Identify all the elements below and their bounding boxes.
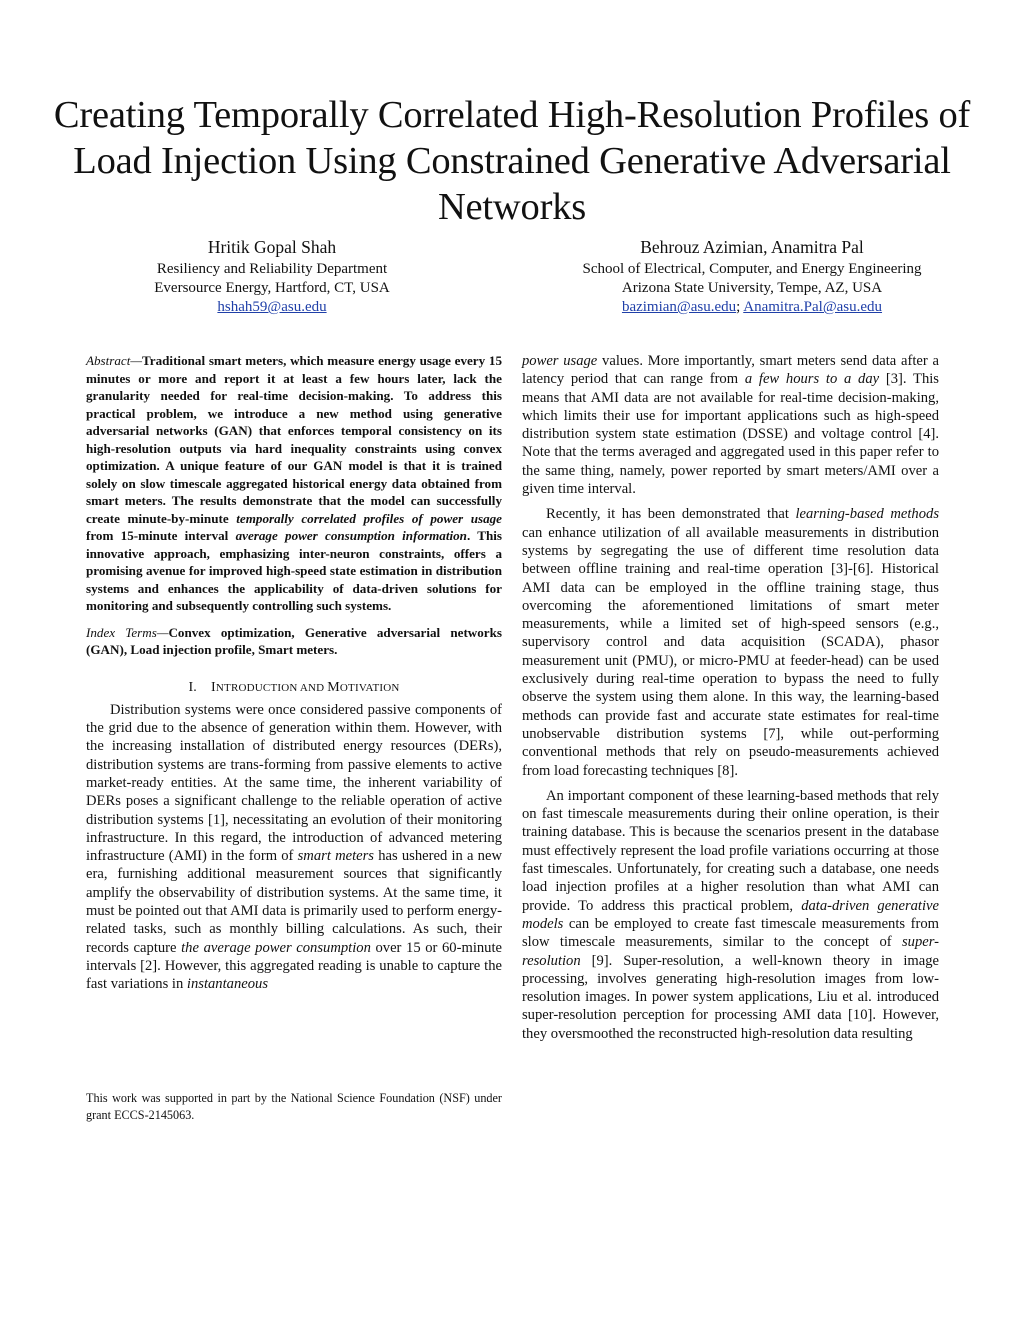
abstract-label: Abstract — [86, 353, 131, 368]
body-paragraph: An important component of these learning-based methods that rely on fast timescale measurements during their online operation, is their training database. This is because the scenarios present in the database must effectively represent the load profile variations occurring at those fast timescales. Unfortunately, for creating such a database, one needs load injection profiles at a higher resolution than what AMI can provide. To address this practical problem, data-driven generative models can be employed to create fast timescale measurements from slow timescale measurements, similar to the concept of super-resolution [9]. Super-resolution, a well-known theory in image processing, involves generating high-resolution images from low-resolution images. In power system applications, Liu et al. introduced super-resolution perception for processing AMI data [10]. However, they oversmoothed the reconstructed high-resolution data resulting — [522, 787, 939, 1042]
abstract: Abstract—Traditional smart meters, which measure energy usage every 15 minutes or more and report it at least a few hours later, lack the granularity needed for real-time decision-making. To address this practical problem, we introduce a new method using generative adversarial networks (GAN) that enforces temporal consistency on its high-resolution outputs via hard inequality constraints using convex optimization. A unique feature of our GAN model is that it is trained solely on slow timescale aggregated historical energy data obtained from smart meters. The results demonstrate that the model can successfully create minute-by-minute temporally correlated profiles of power usage from 15-minute interval average power consumption information. This innovative approach, emphasizing inter-neuron constraints, offers a promising avenue for improved high-speed state estimation in distribution systems and enhances the applicability of data-driven solutions for monitoring and subsequently controlling such systems. — [86, 353, 502, 613]
index-terms-label: Index Terms — [86, 624, 157, 640]
footnote: This work was supported in part by the National Science Foundation (NSF) under grant ECCS-2145063. — [86, 1091, 502, 1122]
right-column — [522, 352, 939, 1043]
author-affiliation: Eversource Energy, Hartford, CT, USA — [154, 280, 390, 296]
author-name: Behrouz Azimian, Anamitra Pal — [640, 237, 864, 257]
body-paragraph: Recently, it has been demonstrated that learning-based methods can enhance utilization of all available measurements in distribution systems by segregating the use of different time resolution data between offline training and real-time operation [3]-[6]. Historical AMI data can be employed in the offline training stage, thus overcoming the aforementioned limitations of smart meter measurements, while a limited set of high-speed sensors (e.g., supervisory control and data acquisition (SCADA), phasor measurement unit (PMU), or micro-PMU at feeder-head) can be used exclusively during real-time operation to bypass the need to fully observe the system using them alone. In this way, the learning-based methods can provide fast and accurate state estimates for real-time unobservable distribution systems [7], while out-performing conventional methods that rely on pseudo-measurements achieved from load forecasting techniques [8]. — [522, 506, 939, 779]
body-paragraph: Distribution systems were once considered passive components of the grid due to the absence of generation within them. However, with the increasing installation of distributed energy resources (DERs), distribution systems are trans-forming from passive elements to active market-ready entities. At the same time, the inherent variability of DERs poses a significant challenge to the reliable operation of active distribution systems [1], necessitating an evolution of their monitoring infrastructure. In this regard, the introduction of advanced metering infrastructure (AMI) in the form of smart meters has ushered in a new era, furnishing additional measurement sources that significantly amplify the observability of distribution systems. At the same time, it must be pointed out that AMI data is primarily used to perform energy-related tasks, such as monthly billing calculations. As such, their records capture the average power consumption over 15 or 60-minute intervals [2]. However, this aggregated reading is unable to capture the fast variations in instantaneous — [86, 701, 502, 993]
paper-title: Creating Temporally Correlated High-Resolution Profiles of Load Injection Using Constrained Generative Adversarial Networks — [53, 94, 971, 228]
body-paragraph: power usage values. More importantly, smart meters send data after a latency period that can range from a few hours to a day [3]. This means that AMI data are not available for real-time decision-making, which limits their use for important applications such as high-speed distribution system state estimation (DSSE) and voltage control [4]. Note that the terms averaged and aggregated used in this paper refer to the same thing, namely, power reported by smart meters/AMI over a given time interval. — [522, 353, 939, 498]
email-separator: ; — [736, 299, 744, 315]
author-affiliation: Resiliency and Reliability Department — [156, 261, 388, 277]
author-email-link[interactable]: Anamitra.Pal@asu.edu — [743, 299, 883, 315]
author-name: Hritik Gopal Shah — [207, 237, 337, 257]
section-heading: I. INTRODUCTION AND MOTIVATION — [188, 679, 400, 695]
author-block-left — [112, 234, 432, 317]
author-email-link[interactable]: bazimian@asu.edu — [621, 299, 737, 315]
author-affiliation: Arizona State University, Tempe, AZ, USA — [621, 280, 883, 296]
author-email-link[interactable]: hshah59@asu.edu — [217, 299, 327, 315]
index-terms: Index Terms—Convex optimization, Generative adversarial networks (GAN), Load injection profile, Smart meters. — [86, 624, 502, 657]
author-block-right — [540, 234, 964, 317]
author-affiliation: School of Electrical, Computer, and Energy Engineering — [582, 261, 922, 277]
left-column — [86, 352, 502, 994]
